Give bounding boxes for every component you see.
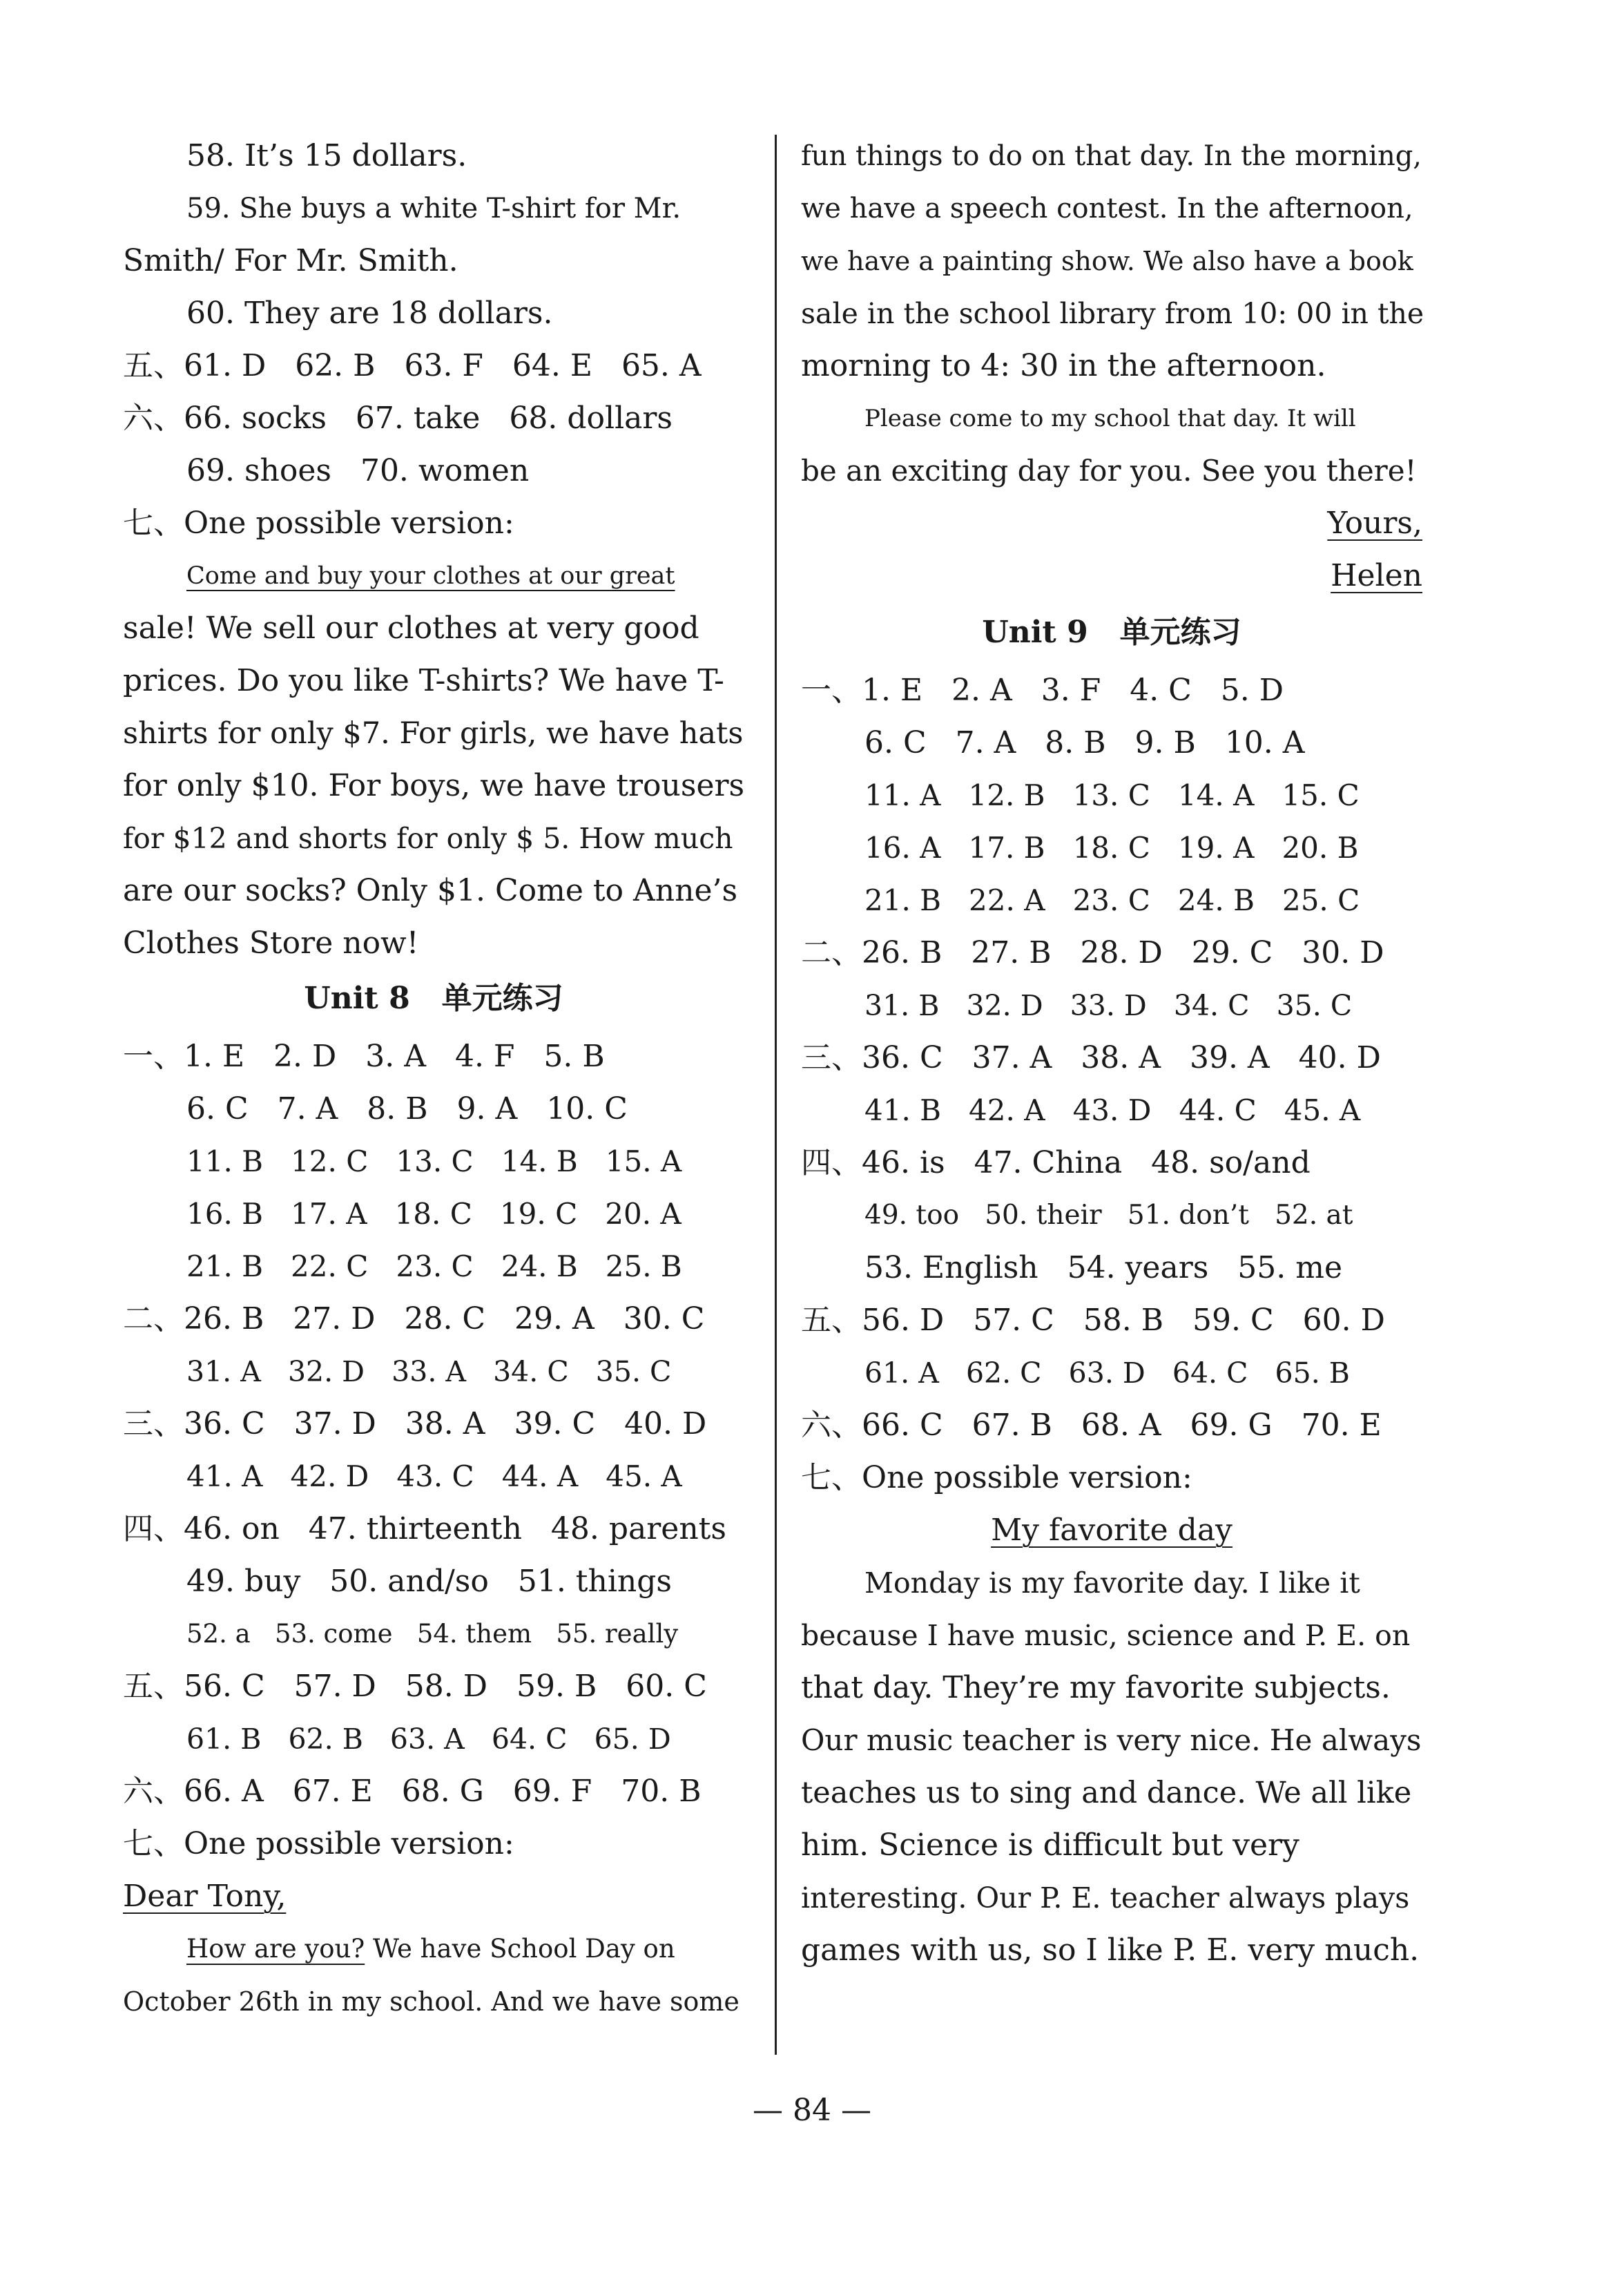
answer-line: 五、56. C 57. D 58. D 59. B 60. C xyxy=(123,1669,707,1704)
answer-line: 二、26. B 27. D 28. C 29. A 30. C xyxy=(123,1301,705,1336)
essay-line: that day. They’re my favorite subjects. xyxy=(801,1670,1391,1705)
letter-closing-text: Yours, xyxy=(1327,506,1422,541)
answer-line: 七、One possible version: xyxy=(123,1826,514,1861)
letter-line xyxy=(123,1928,675,1970)
essay-line: sale! We sell our clothes at very good xyxy=(123,611,699,646)
answer-line: 六、66. A 67. E 68. G 69. F 70. B xyxy=(123,1774,702,1809)
essay-line: because I have music, science and P. E. on xyxy=(801,1619,1411,1652)
answer-line: 6. C 7. A 8. B 9. A 10. C xyxy=(186,1091,628,1126)
answer-line: 31. B 32. D 33. D 34. C 35. C xyxy=(864,989,1353,1022)
answer-line: 69. shoes 70. women xyxy=(186,453,530,488)
answer-line: 59. She buys a white T-shirt for Mr. xyxy=(186,193,682,224)
answer-line: 二、26. B 27. B 28. D 29. C 30. D xyxy=(801,935,1384,970)
essay-line: for only $10. For boys, we have trousers xyxy=(123,768,745,803)
answer-line: 6. C 7. A 8. B 9. B 10. A xyxy=(864,725,1305,760)
unit9-heading: Unit 9 单元练习 xyxy=(982,615,1241,650)
answer-line: 53. English 54. years 55. me xyxy=(864,1250,1342,1285)
letter-line: Please come to my school that day. It will xyxy=(864,405,1356,432)
essay-line: Come and buy your clothes at our great xyxy=(186,562,675,590)
essay-line: teaches us to sing and dance. We all like xyxy=(801,1776,1412,1810)
answer-line: 16. A 17. B 18. C 19. A 20. B xyxy=(864,831,1359,865)
answer-line: 60. They are 18 dollars. xyxy=(186,296,553,331)
letter-signature-text: Helen xyxy=(1331,558,1422,593)
essay-line: him. Science is difficult but very xyxy=(801,1828,1299,1863)
letter-line: fun things to do on that day. In the morning, xyxy=(801,140,1422,172)
answer-line: 41. A 42. D 43. C 44. A 45. A xyxy=(186,1459,682,1493)
column-divider xyxy=(775,135,777,2055)
letter-closing xyxy=(801,503,1422,544)
letter-greeting: Dear Tony, xyxy=(123,1879,287,1914)
answer-line: 三、36. C 37. D 38. A 39. C 40. D xyxy=(123,1406,707,1441)
letter-line: sale in the school library from 10: 00 in the xyxy=(801,297,1424,330)
essay-title xyxy=(801,1510,1422,1551)
essay-line: games with us, so I like P. E. very much. xyxy=(801,1932,1420,1968)
essay-line: Our music teacher is very nice. He always xyxy=(801,1723,1422,1757)
answer-line: 21. B 22. C 23. C 24. B 25. B xyxy=(186,1249,682,1283)
answer-line: 四、46. on 47. thirteenth 48. parents xyxy=(123,1511,726,1546)
answer-line: 六、66. C 67. B 68. A 69. G 70. E xyxy=(801,1408,1382,1443)
answer-line: 52. a 53. come 54. them 55. really xyxy=(186,1619,679,1649)
answer-line: 49. too 50. their 51. don’t 52. at xyxy=(864,1200,1353,1231)
answer-line: 58. It’s 15 dollars. xyxy=(186,138,467,173)
answer-line: 61. A 62. C 63. D 64. C 65. B xyxy=(864,1356,1350,1390)
letter-line: morning to 4: 30 in the afternoon. xyxy=(801,348,1326,383)
essay-line: for $12 and shorts for only $ 5. How much xyxy=(123,822,733,855)
answer-line: 31. A 32. D 33. A 34. C 35. C xyxy=(186,1355,672,1388)
essay-line: Monday is my favorite day. I like it xyxy=(864,1566,1360,1600)
essay-title-text: My favorite day xyxy=(991,1513,1232,1548)
essay-line: interesting. Our P. E. teacher always plays xyxy=(801,1881,1410,1915)
answer-line: 11. A 12. B 13. C 14. A 15. C xyxy=(864,778,1360,812)
letter-line: be an exciting day for you. See you there! xyxy=(801,454,1417,488)
answer-line: 11. B 12. C 13. C 14. B 15. A xyxy=(186,1144,682,1178)
unit8-heading: Unit 8 单元练习 xyxy=(304,981,563,1016)
answer-line: 41. B 42. A 43. D 44. C 45. A xyxy=(864,1093,1361,1127)
answer-line: 16. B 17. A 18. C 19. C 20. A xyxy=(186,1197,682,1231)
letter-signature xyxy=(801,555,1422,597)
essay-line: prices. Do you like T-shirts? We have T- xyxy=(123,663,724,698)
essay-line: Clothes Store now! xyxy=(123,925,419,961)
answer-line: 七、One possible version: xyxy=(801,1460,1192,1495)
letter-line: we have a painting show. We also have a book xyxy=(801,246,1413,276)
answer-line: Smith/ For Mr. Smith. xyxy=(123,243,458,278)
answer-line: 61. B 62. B 63. A 64. C 65. D xyxy=(186,1723,671,1756)
essay-line: are our socks? Only $1. Come to Anne’s xyxy=(123,873,738,908)
answer-line: 七、One possible version: xyxy=(123,506,514,541)
letter-opening: How are you? xyxy=(186,1934,365,1964)
answer-line: 49. buy 50. and/so 51. things xyxy=(186,1564,672,1599)
answer-line: 一、1. E 2. D 3. A 4. F 5. B xyxy=(123,1039,605,1074)
answer-line: 21. B 22. A 23. C 24. B 25. C xyxy=(864,883,1360,917)
letter-line-rest: We have School Day on xyxy=(365,1934,675,1964)
answer-line: 六、66. socks 67. take 68. dollars xyxy=(123,401,673,436)
essay-line: shirts for only $7. For girls, we have hats xyxy=(123,716,744,751)
answer-line: 一、1. E 2. A 3. F 4. C 5. D xyxy=(801,673,1284,708)
letter-line: October 26th in my school. And we have some xyxy=(123,1986,740,2017)
answer-line: 五、56. D 57. C 58. B 59. C 60. D xyxy=(801,1303,1385,1338)
answer-line: 四、46. is 47. China 48. so/and xyxy=(801,1145,1311,1180)
answer-line: 五、61. D 62. B 63. F 64. E 65. A xyxy=(123,348,702,383)
page-number: — 84 — xyxy=(753,2093,871,2128)
answer-line: 三、36. C 37. A 38. A 39. A 40. D xyxy=(801,1040,1381,1075)
letter-line: we have a speech contest. In the afternoon, xyxy=(801,193,1413,224)
